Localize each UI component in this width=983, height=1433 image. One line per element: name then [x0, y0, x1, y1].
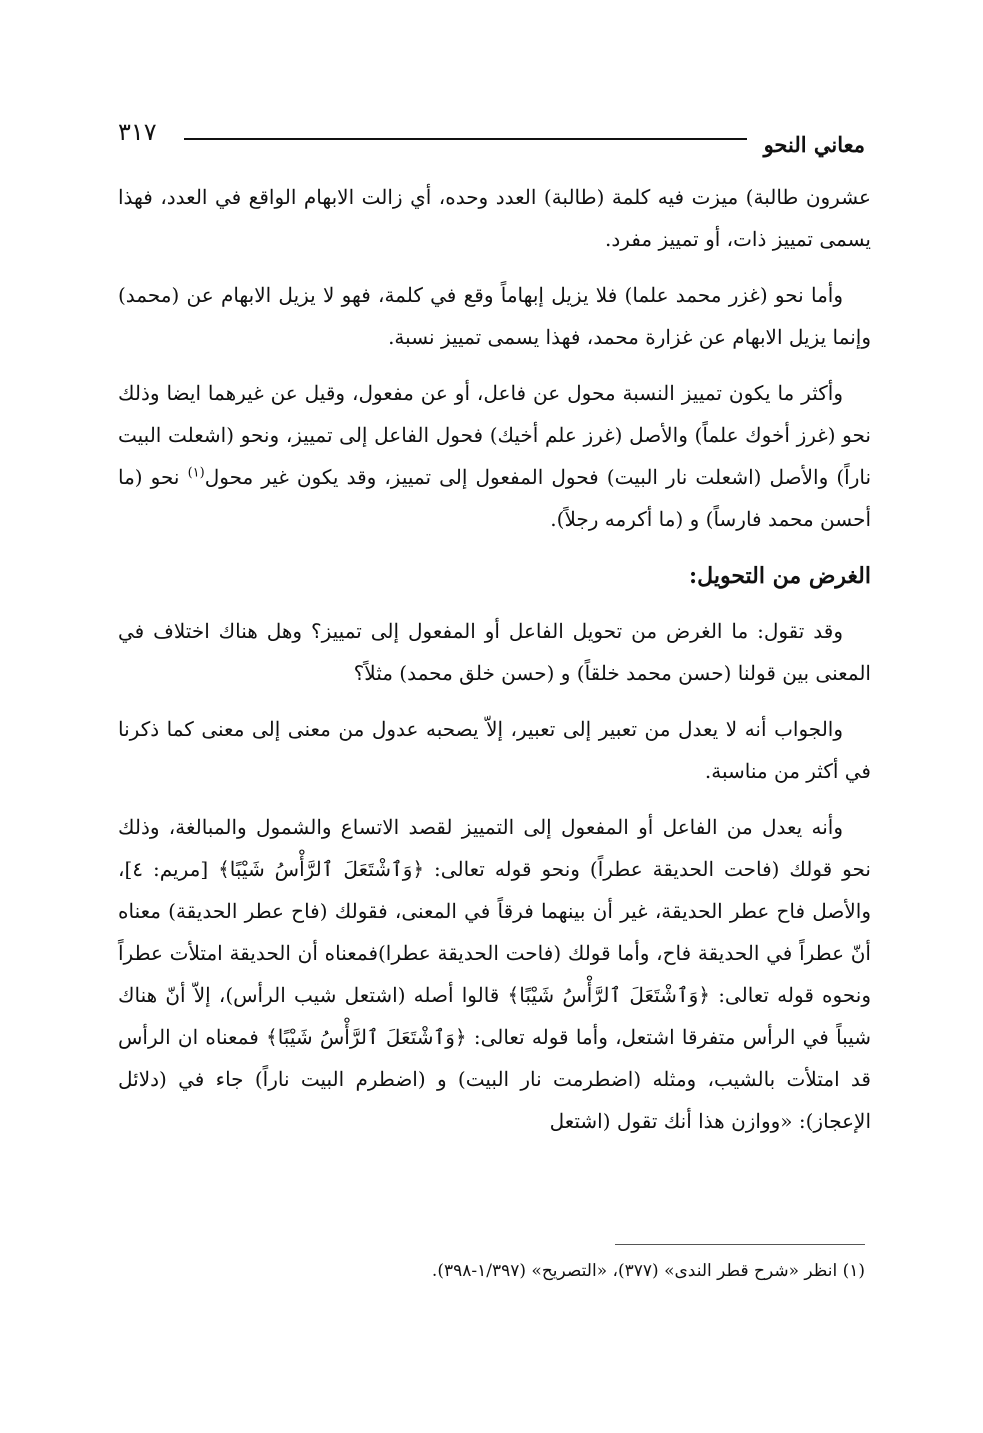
section-heading: الغرض من التحويل:	[689, 563, 871, 589]
paragraph-text: وأكثر ما يكون تمييز النسبة محول عن فاعل، أو عن مفعول، وقيل عن غيرهما ايضا وذلك نحو (غرز أخوك علماً) والأصل (غرز علم أخيك) فحول الفاعل إلى تمييز، ونحو (اشعلت البيت ناراً) والأصل (اشعلت نار البيت) فحول المفعول إلى تمييز، وقد يكون غير محول	[118, 381, 872, 489]
header-rule	[184, 138, 747, 140]
footnote-rule	[615, 1244, 865, 1245]
paragraph-text-end: نحو (ما أحسن محمد فارساً) و (ما أكرمه رجلاً).	[118, 465, 871, 531]
paragraph-continuation: عشرون طالبة) ميزت فيه كلمة (طالبة) العدد وحده، أي زالت الابهام الواقع في العدد، فهذا يسمى تمييز ذات، أو تمييز مفرد.	[118, 185, 871, 251]
page-header	[118, 118, 865, 158]
paragraph: وقد تقول: ما الغرض من تحويل الفاعل أو المفعول إلى تمييز؟ وهل هناك اختلاف في المعنى بين قولنا (حسن محمد خلقاً) و (حسن خلق محمد) مثلاً؟	[118, 619, 871, 685]
paragraph: والجواب أنه لا يعدل من تعبير إلى تعبير، إلاّ يصحبه عدول من معنى إلى معنى كما ذكرنا في أكثر من مناسبة.	[118, 717, 871, 783]
footnote-marker: (١)	[187, 465, 205, 481]
book-title: معاني النحو	[763, 132, 865, 157]
paragraph: وأنه يعدل من الفاعل أو المفعول إلى التمييز لقصد الاتساع والشمول والمبالغة، وذلك نحو قولك (فاحت الحديقة عطراً) ونحو قوله تعالى: ﴿وَٱشْتَعَلَ ٱلرَّأْسُ شَيْبًا﴾ [مريم: ٤]، والأصل فاح عطر الحديقة، غير أن بينهما فرقاً في المعنى، فقولك (فاح عطر الحديقة) معناه أنّ عطراً في الحديقة فاح، وأما قولك (فاحت الحديقة عطرا)فمعناه أن الحديقة امتلأت عطراً ونحوه قوله تعالى: ﴿وَٱشْتَعَلَ ٱلرَّأْسُ شَيْبًا﴾ قالوا أصله (اشتعل شيب الرأس)، إلاّ أنّ هناك شيباً في الرأس متفرقا اشتعل، وأما قوله تعالى: ﴿وَٱشْتَعَلَ ٱلرَّأْسُ شَيْبًا﴾ فمعناه ان الرأس قد امتلأت بالشيب، ومثله (اضطرمت نار البيت) و (اضطرم البيت ناراً) جاء في (دلائل الإعجاز): «ووازن هذا أنك تقول (اشتعل	[118, 815, 871, 1133]
paragraph: وأما نحو (غزر محمد علما) فلا يزيل إبهاماً وقع في كلمة، فهو لا يزيل الابهام عن (محمد) وإنما يزيل الابهام عن غزارة محمد، فهذا يسمى تمييز نسبة.	[118, 283, 871, 349]
page-number: ٣١٧	[118, 118, 157, 146]
footnote: (١) انظر «شرح قطر الندى» (٣٧٧)، «التصريح» (١/٣٩٧-٣٩٨).	[431, 1261, 865, 1281]
paragraph-with-footnote	[118, 372, 871, 540]
page-body	[118, 176, 871, 1156]
